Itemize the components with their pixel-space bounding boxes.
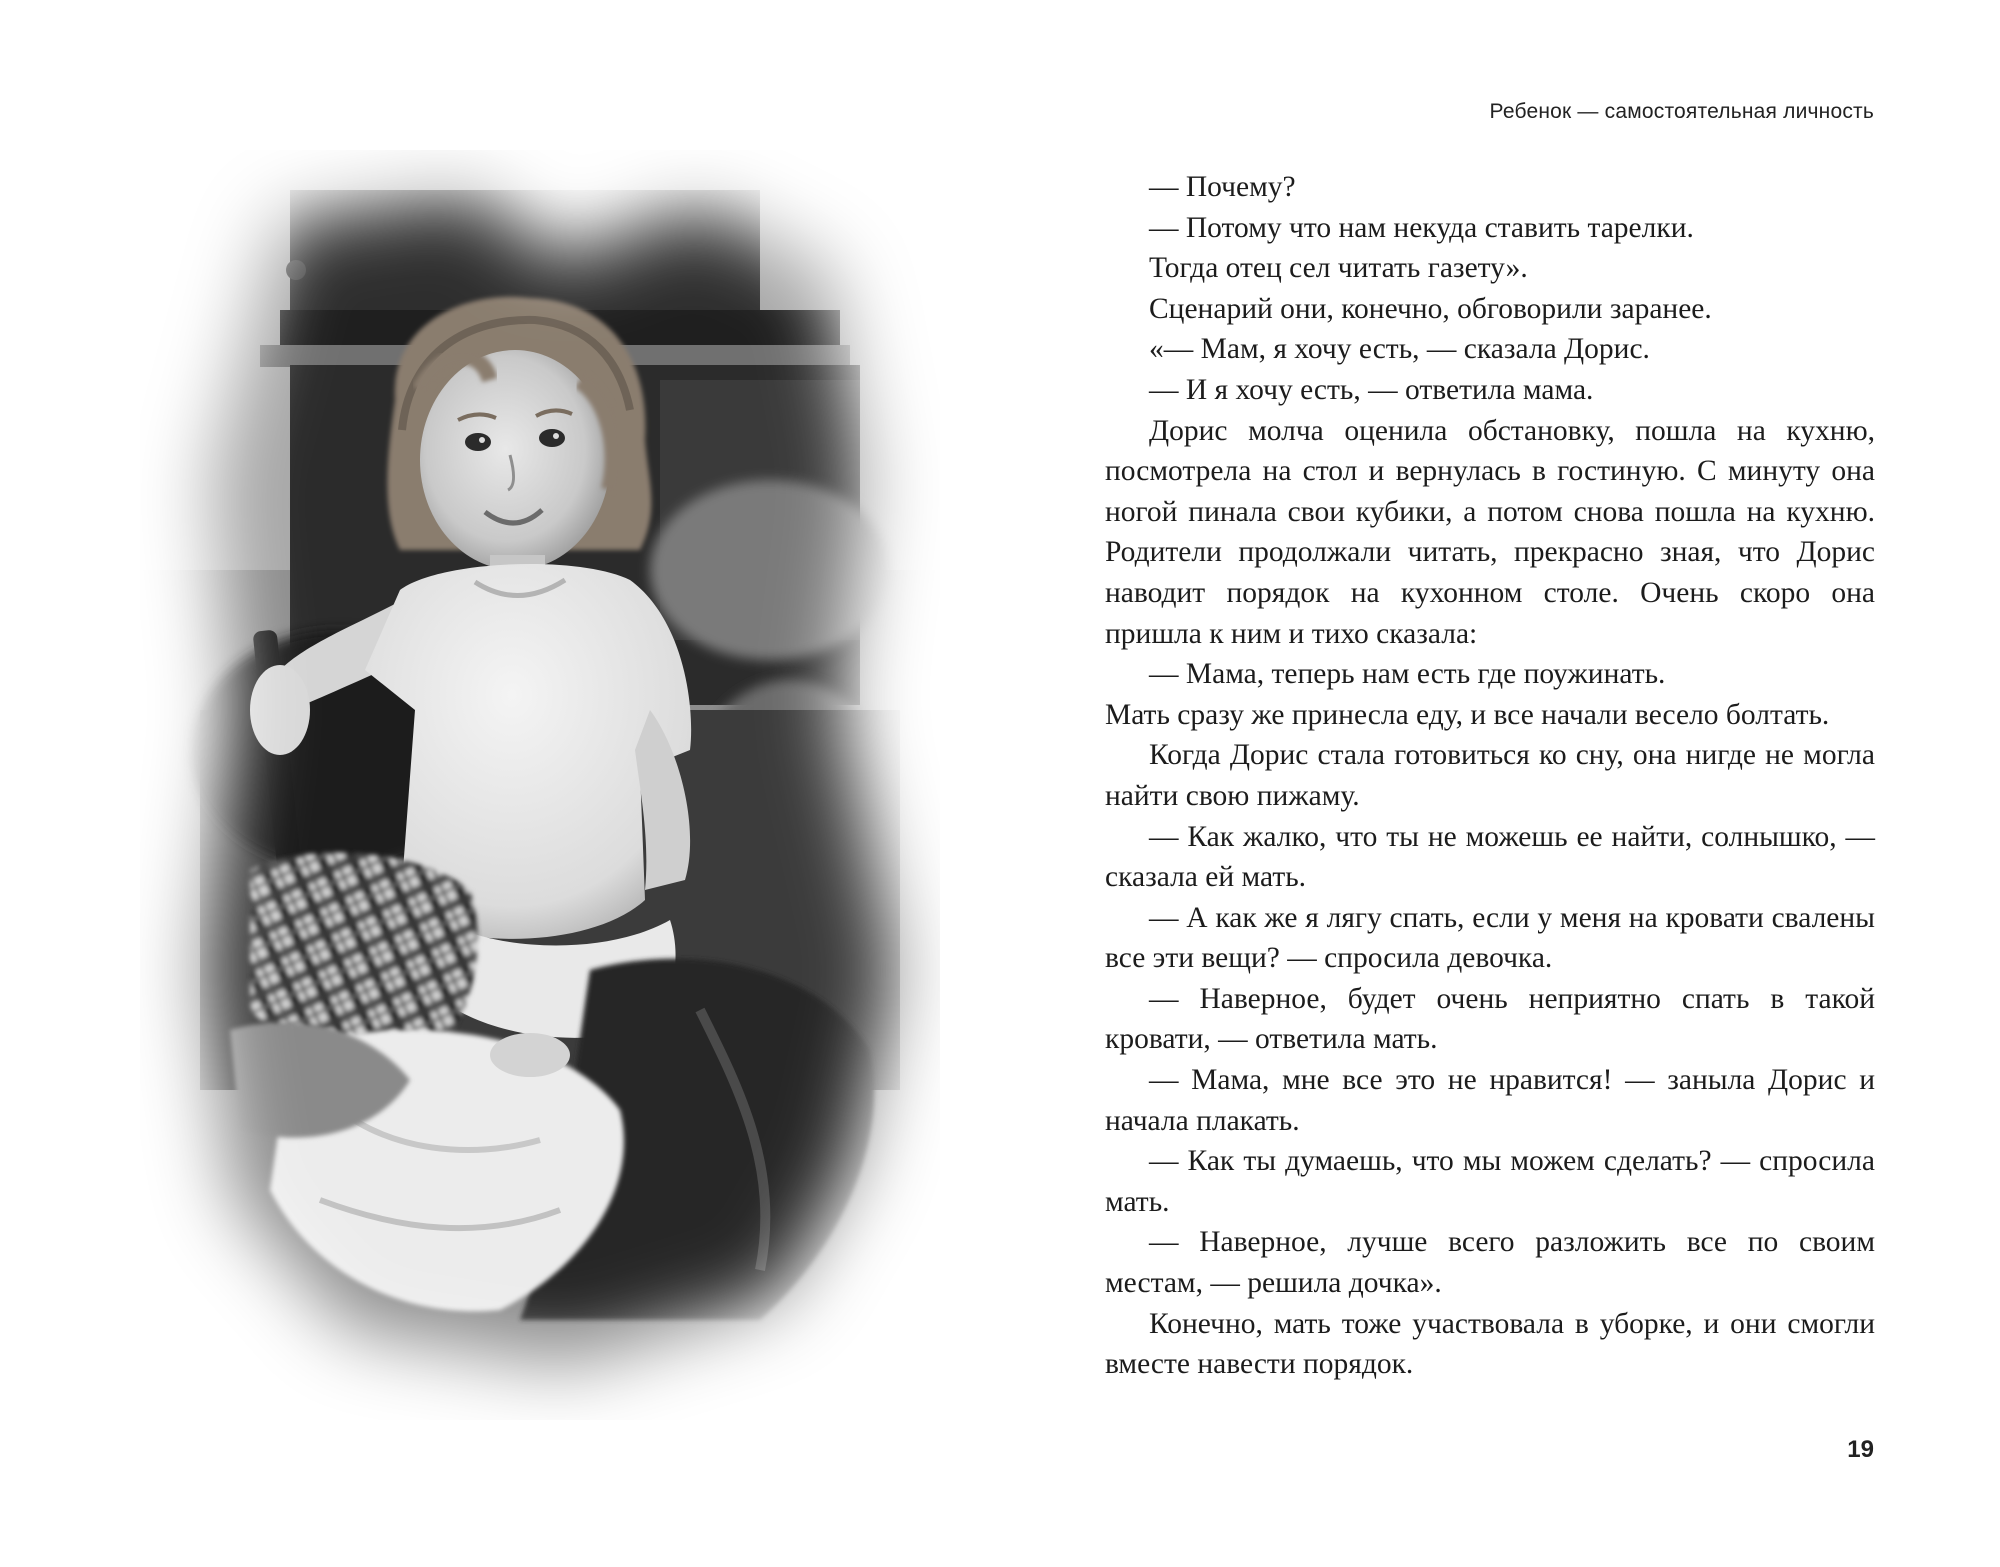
paragraph: Дорис молча оценила обстановку, пошла на кухню, посмотрела на стол и вернулась в гостиную. С минуту она ногой пинала свои кубики, а потом снова пошла на кухню. Родители продолжали читать, прекрасно зная, что Дорис наводит порядок на кухонном столе. Очень скоро она пришла к ним и тихо сказала: xyxy=(1105,414,1875,650)
child-photo xyxy=(140,150,940,1420)
paragraph: Когда Дорис стала готовиться ко сну, она нигде не могла найти свою пижаму. xyxy=(1105,739,1875,812)
paragraph: — Потому что нам некуда ставить тарелки. xyxy=(1149,211,1694,244)
paragraph: — Мама, теперь нам есть где поужинать. xyxy=(1149,658,1666,691)
paragraph: — Как жалко, что ты не можешь ее найти, солнышко, — сказала ей мать. xyxy=(1105,820,1875,894)
paragraph: Тогда отец сел читать газету». xyxy=(1149,252,1528,285)
paragraph: — Почему? xyxy=(1149,171,1296,203)
paragraph: Сценарий они, конечно, обговорили заранее. xyxy=(1149,292,1712,325)
paragraph: — И я хочу есть, — ответила мама. xyxy=(1149,373,1594,406)
paragraph: — Мама, мне все это не нравится! — заныла Дорис и начала плакать. xyxy=(1105,1064,1875,1137)
running-head: Ребенок — самостоятельная личность xyxy=(1489,100,1874,123)
paragraph: — Как ты думаешь, что мы можем сделать? — спросила мать. xyxy=(1105,1145,1875,1218)
child-photo-illustration xyxy=(140,150,940,1420)
body-text xyxy=(1105,167,1875,1385)
paragraph: Конечно, мать тоже участвовала в уборке, и они смогли вместе навести порядок. xyxy=(1105,1307,1875,1381)
paragraph: — Наверное, лучше всего разложить все по своим местам, — решила дочка». xyxy=(1105,1226,1875,1300)
paragraph: — Наверное, будет очень неприятно спать в такой кровати, — ответила мать. xyxy=(1105,982,1875,1056)
paragraph: — А как же я лягу спать, если у меня на кровати свалены все эти вещи? — спросила девочка. xyxy=(1105,901,1875,975)
paragraph: «— Мам, я хочу есть, — сказала Дорис. xyxy=(1149,333,1650,366)
paragraph: Мать сразу же принесла еду, и все начали весело болтать. xyxy=(1105,698,1830,731)
page-number: 19 xyxy=(1847,1436,1874,1463)
